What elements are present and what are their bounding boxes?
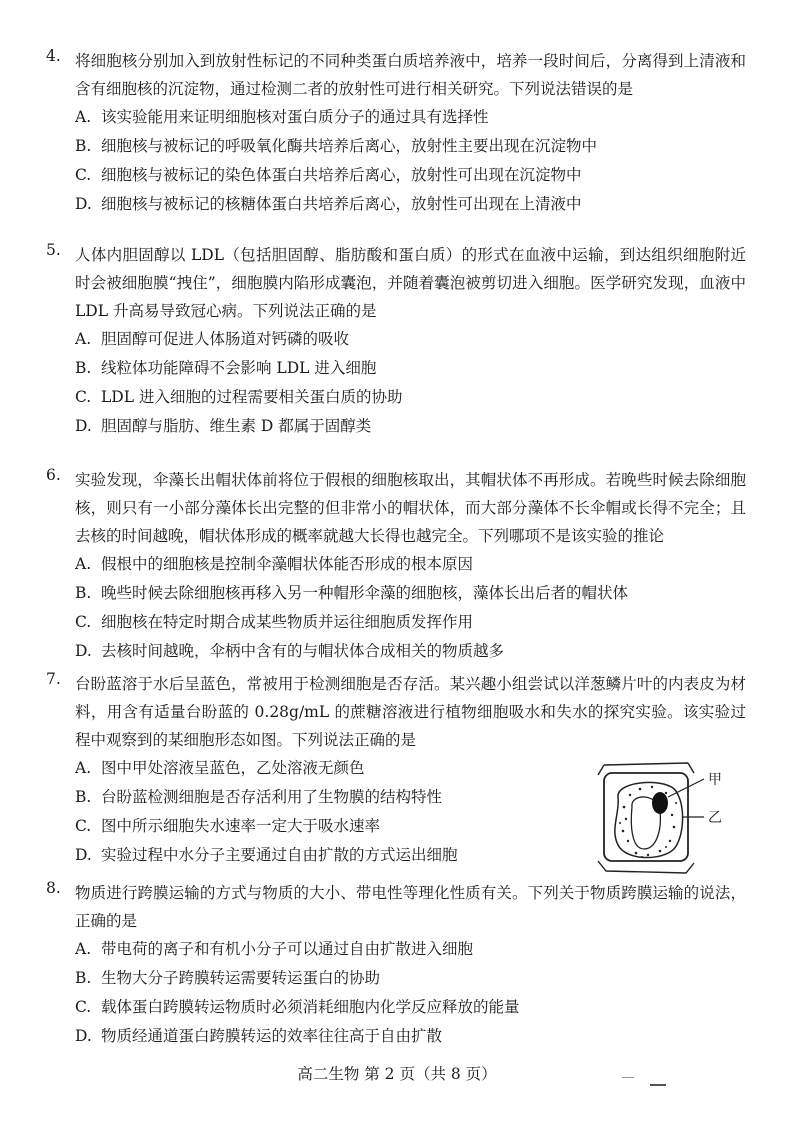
- question-number: 8.: [46, 879, 61, 897]
- option-text: 细胞核在特定时期合成某些物质并运往细胞质发挥作用: [101, 613, 474, 631]
- figure-label-yi: 乙: [708, 810, 722, 826]
- option-text: 细胞核与被标记的核糖体蛋白共培养后离心，放射性可出现在上清液中: [101, 195, 582, 213]
- option-letter: A.: [75, 330, 92, 348]
- option-letter: A.: [75, 940, 92, 958]
- option-letter: C.: [75, 388, 92, 406]
- option-letter: D.: [75, 1027, 92, 1045]
- question-stem: 将细胞核分别加入到放射性标记的不同种类蛋白质培养液中，培养一段时间后，分离得到上清液和含有细胞核的沉淀物，通过检测二者的放射性可进行相关研究。下列说法错误的是: [75, 52, 746, 98]
- option-d: [75, 1022, 746, 1051]
- question-5: [46, 241, 746, 441]
- figure-label-jia: 甲: [708, 772, 722, 788]
- option-b: [75, 579, 746, 608]
- question-stem: 实验发现，伞藻长出帽状体前将位于假根的细胞核取出，其帽状体不再形成。若晚些时候去除细胞核，则只有一小部分藻体长出完整的但非常小的帽状体，而大部分藻体不长伞帽或长得不完全；且去核的时间越晚，帽状体形成的概率就越大长得也越完全。下列哪项不是该实验的推论: [75, 471, 746, 545]
- option-letter: B.: [75, 788, 92, 806]
- option-a: [75, 103, 746, 132]
- question-stem: 人体内胆固醇以 LDL（包括胆固醇、脂肪酸和蛋白质）的形式在血液中运输，到达组织细胞附近时会被细胞膜“拽住”，细胞膜内陷形成囊泡，并随着囊泡被剪切进入细胞。医学研究发现，血液中 LDL 升高易导致冠心病。下列说法正确的是: [75, 246, 746, 320]
- option-text: 胆固醇与脂肪、维生素 D 都属于固醇类: [101, 417, 372, 435]
- option-text: 图中所示细胞失水速率一定大于吸水速率: [101, 817, 381, 835]
- option-text: 细胞核与被标记的呼吸氧化酶共培养后离心，放射性主要出现在沉淀物中: [101, 137, 598, 155]
- question-number: 4.: [46, 47, 61, 65]
- option-text: 假根中的细胞核是控制伞藻帽状体能否形成的根本原因: [101, 555, 474, 573]
- option-letter: C.: [75, 613, 92, 631]
- option-text: 细胞核与被标记的染色体蛋白共培养后离心，放射性可出现在沉淀物中: [101, 166, 582, 184]
- protoplast: [615, 782, 683, 857]
- option-letter: D.: [75, 195, 92, 213]
- question-number: 5.: [46, 241, 61, 259]
- option-letter: D.: [75, 642, 92, 660]
- option-letter: A.: [75, 108, 92, 126]
- option-letter: B.: [75, 969, 92, 987]
- option-d: [75, 412, 746, 441]
- option-text: 晚些时候去除细胞核再移入另一种帽形伞藻的细胞核，藻体长出后者的帽状体: [101, 584, 629, 602]
- question-number: 7.: [46, 670, 61, 688]
- option-b: [75, 354, 746, 383]
- scan-artifact: [622, 1077, 634, 1078]
- option-letter: B.: [75, 584, 92, 602]
- option-text: 该实验能用来证明细胞核对蛋白质分子的通过具有选择性: [101, 108, 489, 126]
- question-8: [46, 879, 746, 1051]
- option-text: LDL 进入细胞的过程需要相关蛋白质的协助: [101, 388, 403, 406]
- question-stem: 物质进行跨膜运输的方式与物质的大小、带电性等理化性质有关。下列关于物质跨膜运输的说法，正确的是: [75, 884, 746, 930]
- option-b: [75, 964, 746, 993]
- option-letter: C.: [75, 998, 92, 1016]
- option-letter: A.: [75, 555, 92, 573]
- option-letter: C.: [75, 817, 92, 835]
- option-c: [75, 161, 746, 190]
- question-6: [46, 466, 746, 666]
- plasmolysis-cell-figure: [596, 757, 736, 877]
- option-letter: D.: [75, 417, 92, 435]
- option-b: [75, 132, 746, 161]
- option-text: 图中甲处溶液呈蓝色，乙处溶液无颜色: [101, 759, 365, 777]
- option-d: [75, 190, 746, 219]
- question-stem: 台盼蓝溶于水后呈蓝色，常被用于检测细胞是否存活。某兴趣小组尝试以洋葱鳞片叶的内表皮为材料，用含有适量台盼蓝的 0.28g/mL 的蔗糖溶液进行植物细胞吸水和失水的探究实验。该实验过程中观察到的某细胞形态如图。下列说法正确的是: [75, 675, 746, 749]
- question-4: [46, 47, 746, 219]
- option-c: [75, 993, 746, 1022]
- option-a: [75, 935, 746, 964]
- nucleus: [652, 792, 668, 814]
- option-text: 台盼蓝检测细胞是否存活利用了生物膜的结构特性: [101, 788, 443, 806]
- option-c: [75, 383, 746, 412]
- option-text: 带电荷的离子和有机小分子可以通过自由扩散进入细胞: [101, 940, 474, 958]
- page-footer: 高二生物 第 2 页（共 8 页）: [297, 1065, 497, 1083]
- option-text: 实验过程中水分子主要通过自由扩散的方式运出细胞: [101, 846, 458, 864]
- option-letter: D.: [75, 846, 92, 864]
- option-text: 线粒体功能障碍不会影响 LDL 进入细胞: [101, 359, 377, 377]
- option-d: [75, 637, 746, 666]
- lower-neighbor-wall: [598, 861, 694, 873]
- option-a: [75, 550, 746, 579]
- option-c: [75, 608, 746, 637]
- option-letter: C.: [75, 166, 92, 184]
- option-a: [75, 325, 746, 354]
- option-letter: B.: [75, 359, 92, 377]
- option-text: 载体蛋白跨膜转运物质时必须消耗细胞内化学反应释放的能量: [101, 998, 520, 1016]
- option-text: 物质经通道蛋白跨膜转运的效率往往高于自由扩散: [101, 1027, 443, 1045]
- option-letter: B.: [75, 137, 92, 155]
- option-letter: A.: [75, 759, 92, 777]
- scan-artifact: [650, 1084, 666, 1086]
- option-text: 生物大分子跨膜转运需要转运蛋白的协助: [101, 969, 381, 987]
- option-text: 去核时间越晚，伞柄中含有的与帽状体合成相关的物质越多: [101, 642, 505, 660]
- option-text: 胆固醇可促进人体肠道对钙磷的吸收: [101, 330, 350, 348]
- question-number: 6.: [46, 466, 61, 484]
